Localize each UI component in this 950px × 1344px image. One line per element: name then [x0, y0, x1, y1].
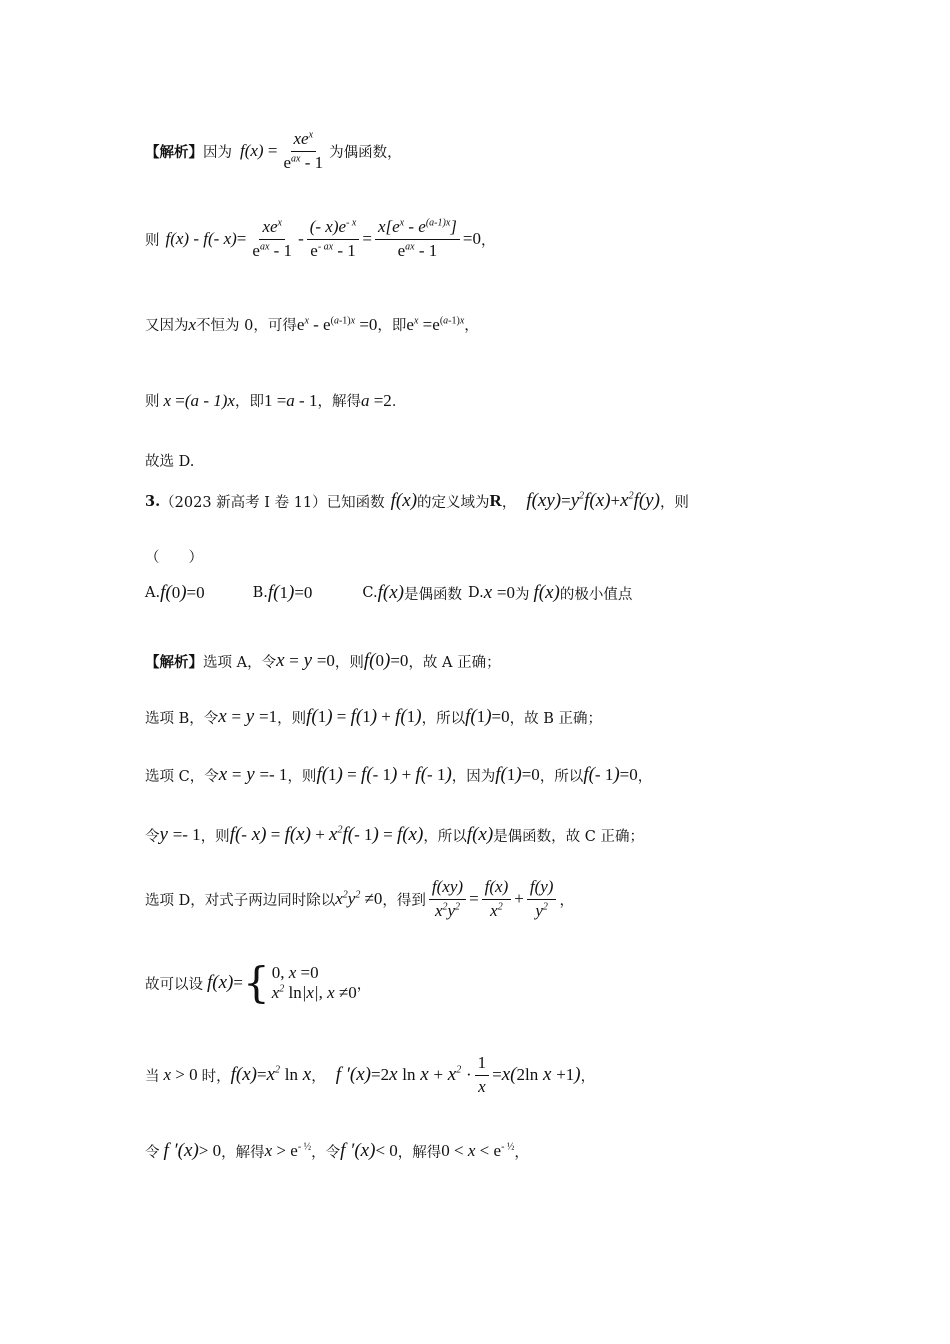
- math-expression: $e^x - e^{(a-1)x} =0$: [296, 314, 378, 334]
- brace-icon: {: [242, 958, 270, 1007]
- math-expression: 1 =a - 1: [263, 390, 318, 410]
- solution-line-4: [145, 390, 406, 411]
- text: 的极小值点: [559, 586, 633, 603]
- text: 故选 D.: [145, 454, 195, 470]
- option-a-math: f(0)=0: [160, 582, 205, 603]
- text: ，: [559, 892, 574, 909]
- text: ，所以: [423, 828, 467, 845]
- text: 选项 B，令: [145, 710, 219, 727]
- option-a-label: A.: [145, 585, 161, 601]
- text: ，: [580, 1068, 596, 1085]
- solution-c: 选项 C，令 x = y =- 1 ，则 f(1) = f(- 1) + f(- 1) ，因为 f(1)=0 ，所以 f(- 1)=0 ，: [145, 764, 653, 785]
- text: ，: [356, 976, 372, 993]
- solution-line-2: 则 f(x) - f(- x)= $\frac{xe^x}{e^{ax} - 1}$ - $\frac{(- x)e^{- x}}{e^{- ax} - 1}$ = $\frac{x[e^x - e^{(a-1)x}]}{e^{ax} - 1}$ =0 ，: [145, 217, 496, 260]
- text: ，则: [659, 494, 689, 511]
- text: ，: [514, 1144, 529, 1161]
- text: 当: [145, 1068, 160, 1085]
- math-expression: x =(a - 1)x: [163, 390, 235, 410]
- text: 令: [145, 828, 160, 845]
- text: ，: [480, 232, 496, 249]
- text: 故可以设: [145, 976, 203, 993]
- math-expression: $e^x =e^{(a-1)x}$: [406, 314, 465, 334]
- solution-d-4: 令 f ′(x)> 0 ，解得 $x > e^{- \frac{1}{2}}$ ，令 f ′(x)< 0 ，解得 $0 < x < e^{- \frac{1}{2}}$ ，: [145, 1140, 529, 1161]
- text: 又因为: [145, 318, 189, 334]
- option-c-label: C.: [362, 585, 378, 601]
- solution-line-5: [145, 450, 194, 471]
- question-number: 3.: [145, 492, 161, 510]
- text: 因为: [203, 144, 232, 161]
- question-3-line: 3. （2023 新高考 I 卷 11）已知函数 f(x) 的定义域为 R ， $f(xy)=y^2f(x)+x^2f(y)$ ，则: [145, 490, 689, 511]
- text: ，则: [277, 710, 307, 727]
- text: 不恒为 0，可得: [196, 318, 297, 334]
- text: 为偶函数，: [329, 144, 402, 161]
- solution-line-1: [145, 130, 402, 172]
- text: 选项 D，对式子两边同时除以: [145, 892, 336, 909]
- text: ，解得: [221, 1144, 265, 1161]
- text: ，则: [334, 654, 364, 671]
- options-line: A. f(0)=0 B. f(1)=0 C. f(x) 是偶函数 D. x =0 为 f(x) 的极小值点: [145, 582, 633, 603]
- solution-c-2: 令 y =- 1 ，则 f(- $x) = f(x) + x^2f(-$ 1) = f(x) ，所以 f(x) 是偶函数，故 C 正确；: [145, 824, 644, 845]
- text: 则: [145, 394, 160, 410]
- solution-b: 选项 B，令 x = y =1 ，则 f(1) = f(1) + f(1) ，所以 f(1)=0 ，故 B 正确；: [145, 706, 602, 727]
- text: ，解得: [397, 1144, 442, 1161]
- text: 选项 C，令: [145, 768, 219, 785]
- text: ，则: [200, 828, 230, 845]
- text: ，则: [287, 768, 317, 785]
- real-set: R: [489, 491, 502, 510]
- option-d-label: D.: [467, 585, 484, 601]
- solution-a: 【解析】 选项 A，令 x = y =0 ，则 f(0)=0 ，故 A 正确；: [145, 650, 501, 671]
- text: ，令: [311, 1144, 341, 1161]
- question-3-paren: [145, 546, 203, 567]
- math-fraction: $\frac{xe^x}{e^{ax} - 1}$: [283, 129, 324, 172]
- question-source: （2023 新高考 I 卷 11）已知函数: [160, 494, 385, 511]
- option-b-label: B.: [252, 585, 268, 601]
- text: 选项 A，令: [203, 654, 277, 671]
- math-expression: $f(xy)=y^2f(x)+x^2f(y)$: [526, 490, 660, 511]
- math-fx: f(x) =: [240, 141, 278, 161]
- text: ，所以: [539, 768, 584, 785]
- piecewise-cases: 0, x =0 $x^2$ ln|x|, x ≠0: [271, 963, 357, 1002]
- solution-d-2: 故可以设 f(x)= { 0, x =0 $x^2$ ln|x|, x ≠0 ，: [145, 958, 372, 1007]
- option-b-math: f(1)=0: [267, 582, 313, 603]
- text: ，因为: [451, 768, 496, 785]
- text: ，即: [377, 318, 407, 334]
- math-expression: a =2: [360, 390, 392, 410]
- text: 令: [145, 1144, 160, 1161]
- text: ，: [311, 1068, 326, 1085]
- text: 为: [514, 586, 530, 603]
- text: ．: [391, 394, 407, 410]
- math-fraction: $\frac{x[e^x - e^{(a-1)x}]}{e^{ax} - 1}$: [375, 218, 460, 260]
- text: ，故 B 正确；: [509, 710, 602, 727]
- text: ，: [464, 318, 479, 334]
- math-fraction: $\frac{xe^x}{e^{ax} - 1}$: [252, 217, 293, 260]
- math-expression: f(x) - f(- x)=: [165, 229, 247, 249]
- text: 时，: [201, 1068, 231, 1085]
- solution-d: 选项 D，对式子两边同时除以 $x^2y^2 \ne 0$ ，得到 $\frac{f(xy)}{x^2y^2}$ = $\frac{f(x)}{x^2}$ + $\frac{f(y)}{y^2}$ ，: [145, 877, 574, 920]
- analysis-tag: 【解析】: [145, 143, 203, 161]
- text: ，解得: [317, 394, 361, 410]
- option-c-text: 是偶函数: [403, 586, 462, 603]
- text: ，故 A 正确；: [408, 654, 501, 671]
- analysis-tag: 【解析】: [145, 653, 203, 671]
- text: 的定义域为: [417, 494, 490, 511]
- text: ，: [501, 494, 517, 511]
- solution-line-3: 又因为 x 不恒为 0，可得 $e^x - e^{(a-1)x} =0$ ，即 $e^x =e^{(a-1)x}$ ，: [145, 314, 479, 334]
- answer-paren: （ ）: [145, 550, 203, 566]
- text: 则: [145, 232, 160, 249]
- text: ，即: [234, 394, 264, 410]
- math-fraction: $\frac{(- x)e^{- x}}{e^{- ax} - 1}$: [307, 218, 360, 260]
- text: ，所以: [421, 710, 466, 727]
- solution-d-3: 当 x > 0 时， $f(x)=x^2$ ln x ， f ′(x)=2x $\ln x + x^2$ · $\frac{1}{x}$ =x(2ln x +1) ，: [145, 1053, 596, 1096]
- text: ，得到: [382, 892, 426, 909]
- text: 是偶函数，故 C 正确；: [493, 828, 644, 845]
- text: ，: [637, 768, 653, 785]
